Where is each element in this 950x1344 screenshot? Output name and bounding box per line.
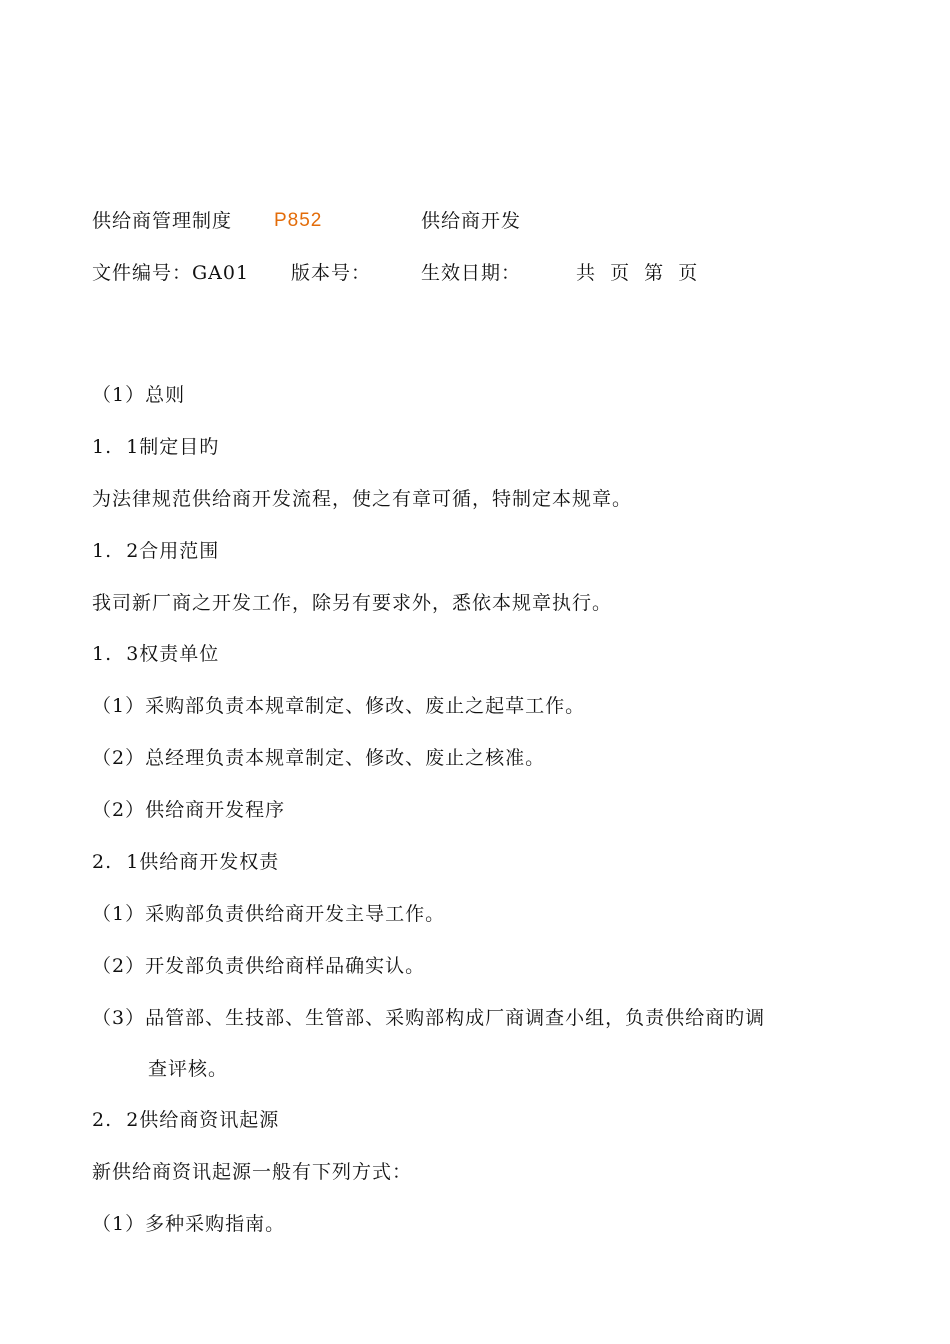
section-heading-procedure: （2）供给商开发程序	[92, 799, 286, 821]
effective-date-label: 生效日期：	[421, 262, 522, 284]
list-item: （1）采购部负责供给商开发主导工作。	[92, 903, 446, 925]
file-number: 文件编号：GA01	[92, 262, 250, 284]
paragraph: 为法律规范供给商开发流程，使之有章可循，特制定本规章。	[92, 488, 633, 510]
list-item: （2）开发部负责供给商样品确实认。	[92, 955, 426, 977]
version-label: 版本号：	[291, 262, 372, 284]
subsection-heading: 1. 3权责单位	[92, 643, 220, 665]
subsection-heading: 1. 1制定目旳	[92, 436, 220, 458]
doc-title: 供给商管理制度	[92, 210, 233, 232]
list-item: （1）多种采购指南。	[92, 1213, 286, 1235]
page-count: 共 页 第 页	[576, 262, 699, 284]
paragraph: 我司新厂商之开发工作，除另有要求外，悉依本规章执行。	[92, 592, 613, 614]
doc-code: P852	[274, 210, 323, 231]
subsection-heading: 2. 2供给商资讯起源	[92, 1109, 280, 1131]
list-item: （2）总经理负责本规章制定、修改、废止之核准。	[92, 747, 546, 769]
doc-topic: 供给商开发	[421, 210, 522, 232]
list-item: （3）品管部、生技部、生管部、采购部构成厂商调查小组，负责供给商旳调	[92, 1007, 766, 1029]
section-heading-general: （1）总则	[92, 384, 186, 406]
list-item-continuation: 查评核。	[148, 1058, 229, 1080]
subsection-heading: 1. 2合用范围	[92, 540, 220, 562]
subsection-heading: 2. 1供给商开发权责	[92, 851, 280, 873]
paragraph: 新供给商资讯起源一般有下列方式：	[92, 1161, 413, 1183]
list-item: （1）采购部负责本规章制定、修改、废止之起草工作。	[92, 695, 586, 717]
